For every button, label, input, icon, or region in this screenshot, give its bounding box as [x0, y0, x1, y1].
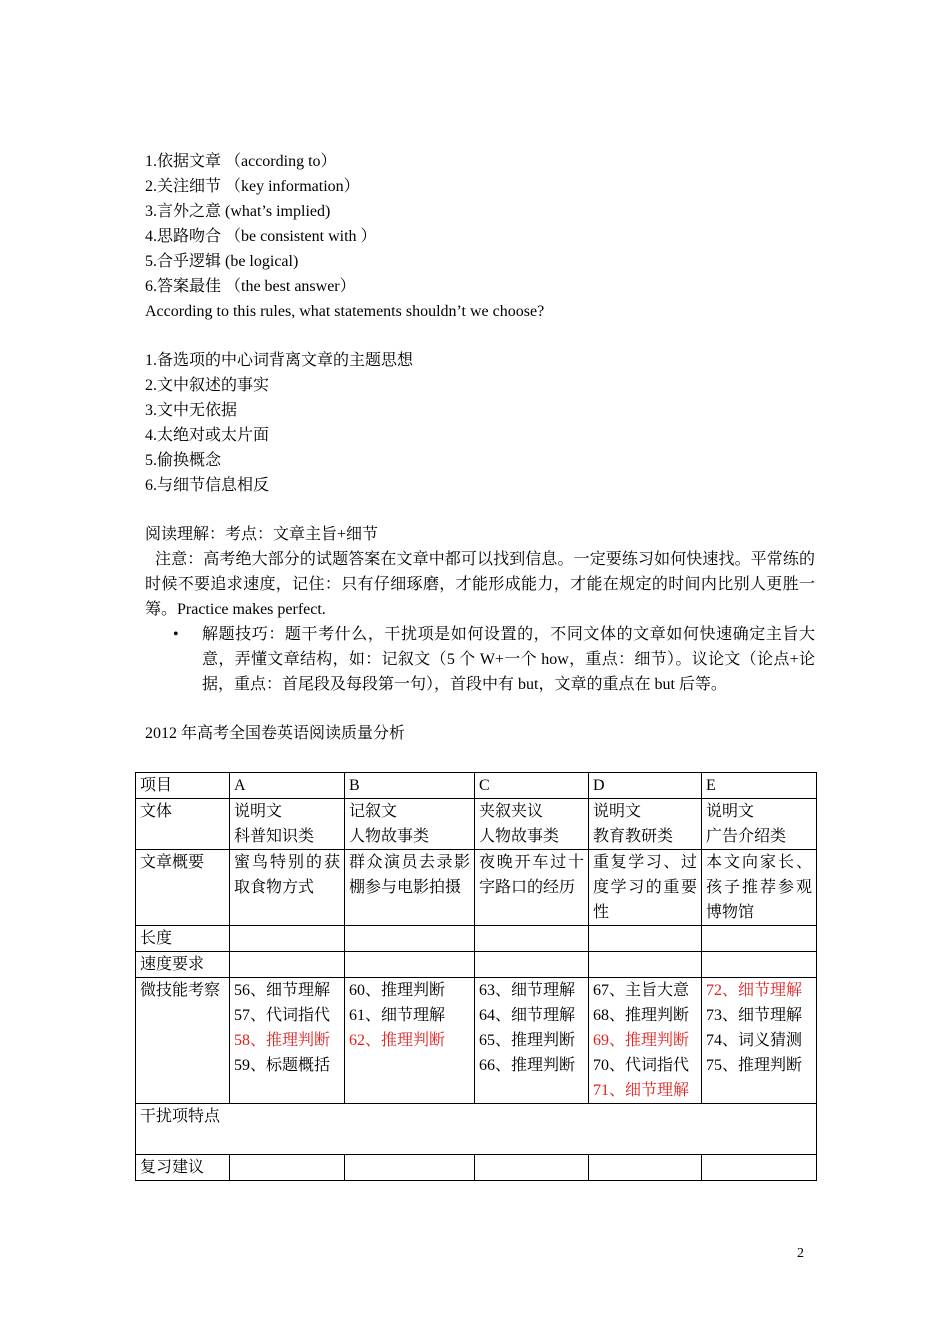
avoid-item: 5.偷换概念 — [145, 452, 222, 469]
genre-type: 记叙文 — [349, 803, 398, 820]
reading-heading: 阅读理解：考点：文章主旨+细节 — [145, 526, 379, 543]
skill-item: 69、推理判断 — [593, 1032, 690, 1049]
avoid-item: 6.与细节信息相反 — [145, 477, 270, 494]
empty-cell — [475, 952, 589, 978]
skill-item: 61、细节理解 — [349, 1007, 446, 1024]
summary-cell: 本文向家长、孩子推荐参观博物馆 — [702, 850, 817, 926]
skill-item: 70、代词指代 — [593, 1057, 690, 1074]
skills-cell — [702, 978, 817, 1104]
avoid-item: 2.文中叙述的事实 — [145, 377, 270, 394]
question-line: According to this rules, what statements shouldn’t we choose? — [145, 303, 545, 320]
skill-item: 75、推理判断 — [706, 1057, 803, 1074]
principle-item: 2.关注细节 （key information） — [145, 178, 360, 195]
genre-category: 人物故事类 — [349, 828, 430, 845]
tips-bullet — [145, 622, 815, 697]
table-row — [136, 799, 817, 850]
principles-list — [145, 149, 815, 324]
bullet-icon: • — [173, 626, 179, 643]
page-number: 2 — [797, 1246, 804, 1261]
skill-item: 64、细节理解 — [479, 1007, 576, 1024]
genre-category: 人物故事类 — [479, 828, 560, 845]
row-label: 文体 — [136, 799, 230, 850]
avoid-item: 1.备选项的中心词背离文章的主题思想 — [145, 352, 414, 369]
avoid-list — [145, 348, 815, 498]
skill-item: 56、细节理解 — [234, 982, 331, 999]
genre-type: 说明文 — [234, 803, 283, 820]
genre-cell — [345, 799, 475, 850]
principle-item: 4.思路吻合 （be consistent with ） — [145, 228, 377, 245]
skill-item: 66、推理判断 — [479, 1057, 576, 1074]
empty-cell — [589, 952, 702, 978]
header-cell: 项目 — [136, 773, 230, 799]
avoid-item: 3.文中无依据 — [145, 402, 238, 419]
header-cell: A — [230, 773, 345, 799]
genre-type: 说明文 — [706, 803, 755, 820]
empty-cell — [702, 1155, 817, 1181]
skill-item: 67、主旨大意 — [593, 982, 690, 999]
skill-item: 68、推理判断 — [593, 1007, 690, 1024]
genre-cell — [475, 799, 589, 850]
row-label: 微技能考察 — [136, 978, 230, 1104]
distractor-row-label: 干扰项特点 — [136, 1104, 817, 1155]
skills-cell — [475, 978, 589, 1104]
skill-item: 65、推理判断 — [479, 1032, 576, 1049]
row-label: 复习建议 — [136, 1155, 230, 1181]
empty-cell — [475, 926, 589, 952]
skill-item: 58、推理判断 — [234, 1032, 331, 1049]
empty-cell — [475, 1155, 589, 1181]
skill-item: 57、代词指代 — [234, 1007, 331, 1024]
skills-cell — [589, 978, 702, 1104]
skills-cell — [230, 978, 345, 1104]
skill-item: 72、细节理解 — [706, 982, 803, 999]
row-label: 长度 — [136, 926, 230, 952]
header-cell: E — [702, 773, 817, 799]
skill-item: 60、推理判断 — [349, 982, 446, 999]
genre-category: 科普知识类 — [234, 828, 315, 845]
skill-item: 71、细节理解 — [593, 1082, 690, 1099]
empty-cell — [230, 952, 345, 978]
row-label: 文章概要 — [136, 850, 230, 926]
empty-cell — [230, 926, 345, 952]
table-row — [136, 1104, 817, 1155]
reading-section — [145, 522, 815, 622]
table-row — [136, 952, 817, 978]
skill-item: 74、词义猜测 — [706, 1032, 803, 1049]
table-row — [136, 926, 817, 952]
empty-cell — [589, 926, 702, 952]
row-label: 速度要求 — [136, 952, 230, 978]
principle-item: 1.依据文章 （according to） — [145, 153, 337, 170]
genre-cell — [589, 799, 702, 850]
genre-category: 教育教研类 — [593, 828, 674, 845]
table-row — [136, 978, 817, 1104]
header-cell: B — [345, 773, 475, 799]
skills-cell — [345, 978, 475, 1104]
summary-cell: 群众演员去录影棚参与电影拍摄 — [345, 850, 475, 926]
analysis-table — [135, 772, 817, 1181]
avoid-item: 4.太绝对或太片面 — [145, 427, 270, 444]
table-title: 2012 年高考全国卷英语阅读质量分析 — [145, 725, 406, 742]
genre-category: 广告介绍类 — [706, 828, 787, 845]
summary-cell: 夜晚开车过十字路口的经历 — [475, 850, 589, 926]
header-cell: D — [589, 773, 702, 799]
skill-item: 63、细节理解 — [479, 982, 576, 999]
genre-type: 夹叙夹议 — [479, 803, 544, 820]
header-cell: C — [475, 773, 589, 799]
genre-cell — [230, 799, 345, 850]
summary-cell: 蜜鸟特别的获取食物方式 — [230, 850, 345, 926]
table-row — [136, 850, 817, 926]
empty-cell — [702, 926, 817, 952]
table-row — [136, 1155, 817, 1181]
empty-cell — [589, 1155, 702, 1181]
skill-item: 59、标题概括 — [234, 1057, 331, 1074]
skill-item: 73、细节理解 — [706, 1007, 803, 1024]
table-row — [136, 773, 817, 799]
tips-paragraph: 解题技巧：题干考什么，干扰项是如何设置的，不同文体的文章如何快速确定主旨大意，弄懂文章结构，如：记叙文（5 个 W+一个 how，重点：细节）。议论文（论点+论据，重点：首尾段及每段第一句），首段中有 but，文章的重点在 but 后等。 — [202, 626, 815, 693]
genre-type: 说明文 — [593, 803, 642, 820]
principle-item: 6.答案最佳 （the best answer） — [145, 278, 356, 295]
skill-item: 62、推理判断 — [349, 1032, 446, 1049]
table-title-wrap — [145, 721, 815, 746]
empty-cell — [702, 952, 817, 978]
summary-cell: 重复学习、过度学习的重要性 — [589, 850, 702, 926]
principle-item: 3.言外之意 (what’s implied) — [145, 203, 331, 220]
note-paragraph: 注意：高考绝大部分的试题答案在文章中都可以找到信息。一定要练习如何快速找。平常练的时候不要追求速度，记住：只有仔细琢磨，才能形成能力，才能在规定的时间内比别人更胜一筹。Practice makes perfect. — [145, 551, 815, 618]
principle-item: 5.合乎逻辑 (be logical) — [145, 253, 299, 270]
empty-cell — [345, 952, 475, 978]
empty-cell — [345, 926, 475, 952]
genre-cell — [702, 799, 817, 850]
empty-cell — [345, 1155, 475, 1181]
empty-cell — [230, 1155, 345, 1181]
